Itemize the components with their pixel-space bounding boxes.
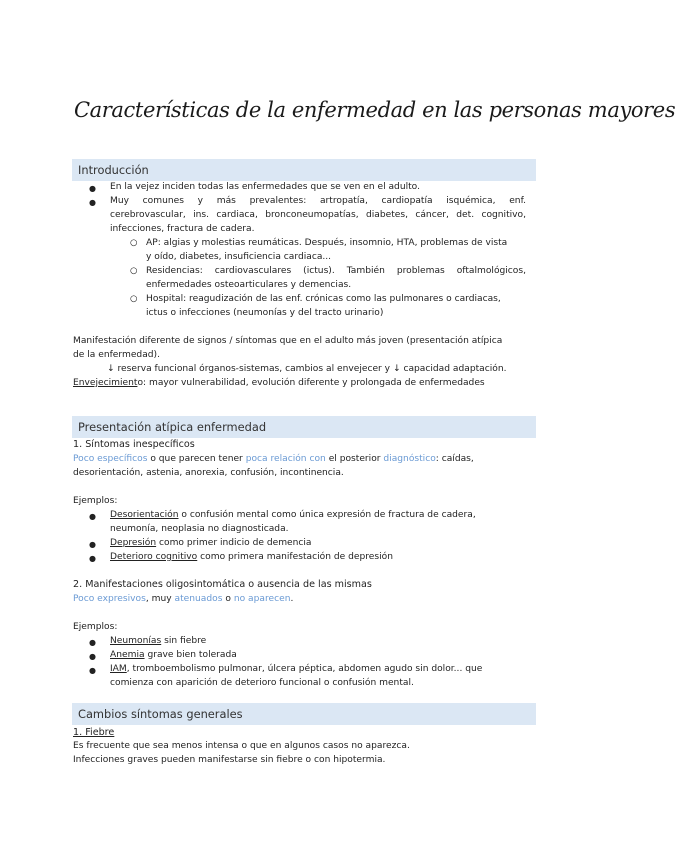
intro-sub-1-line-2: y oído, diabetes, insuficiencia cardiaca...: [146, 252, 332, 262]
intro-sub-2-line-2: enfermedades osteoarticulares y demencias.: [146, 280, 352, 290]
intro-bullet-2-line-1: Muy comunes y más prevalentes: artropatía, cardiopatía isquémica, enf.: [110, 196, 526, 206]
intro-bullet-2-line-3: infecciones, fractura de cadera.: [110, 224, 255, 234]
section-heading-presentacion-atipica: Presentación atípica enfermedad: [72, 416, 536, 438]
subheading-manifestaciones: 2. Manifestaciones oligosintomática o ausencia de las mismas: [73, 579, 372, 590]
atipica-line-2: desorientación, astenia, anorexia, confusión, incontinencia.: [73, 468, 344, 478]
term-neumonias: Neumonías: [110, 636, 162, 646]
page-title: Características de la enfermedad en las personas mayores: [74, 98, 675, 122]
intro-sub-1-line-1: AP: algias y molestias reumáticas. Después, insomnio, HTA, problemas de vista: [146, 238, 508, 248]
example-desorientacion: [110, 509, 476, 523]
term-desorientacion: Desorientación: [110, 510, 179, 520]
text-fragment: : caídas,: [435, 454, 474, 464]
intro-sub-2-line-1: Residencias: cardiovasculares (ictus). También problemas oftalmológicos,: [146, 266, 526, 276]
text-fragment: , tromboembolismo pulmonar, úlcera péptica, abdomen agudo sin dolor... que: [126, 664, 483, 674]
text-fragment: como primera manifestación de depresión: [197, 552, 393, 562]
example-desorientacion-line-2: neumonía, neoplasia no diagnosticada.: [110, 524, 289, 534]
intro-sub-3-line-2: ictus o infecciones (neumonías y del tracto urinario): [146, 308, 384, 318]
intro-paragraph-3-rest: o: mayor vulnerabilidad, evolución diferente y prolongada de enfermedades: [137, 378, 485, 388]
text-fragment: como primer indicio de demencia: [156, 538, 312, 548]
example-depresion: [110, 537, 312, 551]
text-fragment: .: [290, 594, 294, 604]
highlight-diagnostico: diagnóstico: [383, 454, 436, 464]
highlight-atenuados: atenuados: [174, 594, 223, 604]
term-anemia: Anemia: [110, 650, 145, 660]
fiebre-line-2: Infecciones graves pueden manifestarse sin fiebre o con hipotermia.: [73, 755, 386, 765]
example-iam-line-2: comienza con aparición de deterioro funcional o confusión mental.: [110, 678, 414, 688]
bullet-icon: ●: [89, 666, 96, 675]
manifestaciones-line: [73, 593, 293, 607]
term-envejecimiento: Envejecimient: [73, 378, 138, 388]
text-fragment: el posterior: [325, 454, 384, 464]
intro-paragraph-1-line-2: de la enfermedad).: [73, 350, 160, 360]
ejemplos-label-1: Ejemplos:: [73, 496, 118, 506]
sub-bullet-icon: ○: [130, 266, 138, 276]
example-anemia: [110, 649, 237, 663]
highlight-no-aparecen: no aparecen: [233, 594, 291, 604]
highlight-poca-relacion: poca relación con: [245, 454, 326, 464]
section-heading-cambios-sintomas: Cambios síntomas generales: [72, 703, 536, 725]
example-neumonias: [110, 635, 206, 649]
text-fragment: , muy: [145, 594, 175, 604]
intro-sub-3-line-1: Hospital: reagudización de las enf. crónicas como las pulmonares o cardiacas,: [146, 294, 501, 304]
intro-paragraph-3: [73, 377, 485, 391]
term-iam: IAM: [110, 664, 127, 674]
bullet-icon: ●: [89, 184, 96, 193]
bullet-icon: ●: [89, 540, 96, 549]
sub-bullet-icon: ○: [130, 238, 138, 248]
highlight-poco-expresivos: Poco expresivos: [73, 594, 146, 604]
fiebre-line-1: Es frecuente que sea menos intensa o que en algunos casos no aparezca.: [73, 741, 410, 751]
text-fragment: o: [222, 594, 234, 604]
bullet-icon: ●: [89, 638, 96, 647]
text-fragment: o confusión mental como única expresión de fractura de cadera,: [178, 510, 476, 520]
term-deterioro-cognitivo: Deterioro cognitivo: [110, 552, 198, 562]
section-heading-introduccion: Introducción: [72, 159, 536, 181]
intro-paragraph-2: ↓ reserva funcional órganos-sistemas, cambios al envejecer y ↓ capacidad adaptación.: [107, 364, 507, 374]
bullet-icon: ●: [89, 554, 96, 563]
subheading-fiebre: 1. Fiebre: [73, 727, 115, 738]
text-fragment: grave bien tolerada: [144, 650, 237, 660]
ejemplos-label-2: Ejemplos:: [73, 622, 118, 632]
bullet-icon: ●: [89, 198, 96, 207]
sub-bullet-icon: ○: [130, 294, 138, 304]
highlight-poco-especificos: Poco específicos: [73, 454, 148, 464]
bullet-icon: ●: [89, 512, 96, 521]
intro-paragraph-1-line-1: Manifestación diferente de signos / síntomas que en el adulto más joven (presentación atípica: [73, 336, 503, 346]
intro-bullet-2-line-2: cerebrovascular, ins. cardiaca, bronconeumopatías, diabetes, cáncer, det. cognitivo,: [110, 210, 526, 220]
example-iam: [110, 663, 482, 677]
term-depresion: Depresión: [110, 538, 157, 548]
text-fragment: o que parecen tener: [147, 454, 246, 464]
bullet-icon: ●: [89, 652, 96, 661]
text-fragment: sin fiebre: [161, 636, 207, 646]
subheading-sintomas-inespecificos: 1. Síntomas inespecíficos: [73, 439, 195, 450]
example-deterioro-cognitivo: [110, 551, 393, 565]
atipica-line-1: [73, 453, 474, 467]
intro-bullet-1: En la vejez inciden todas las enfermedades que se ven en el adulto.: [110, 182, 420, 192]
